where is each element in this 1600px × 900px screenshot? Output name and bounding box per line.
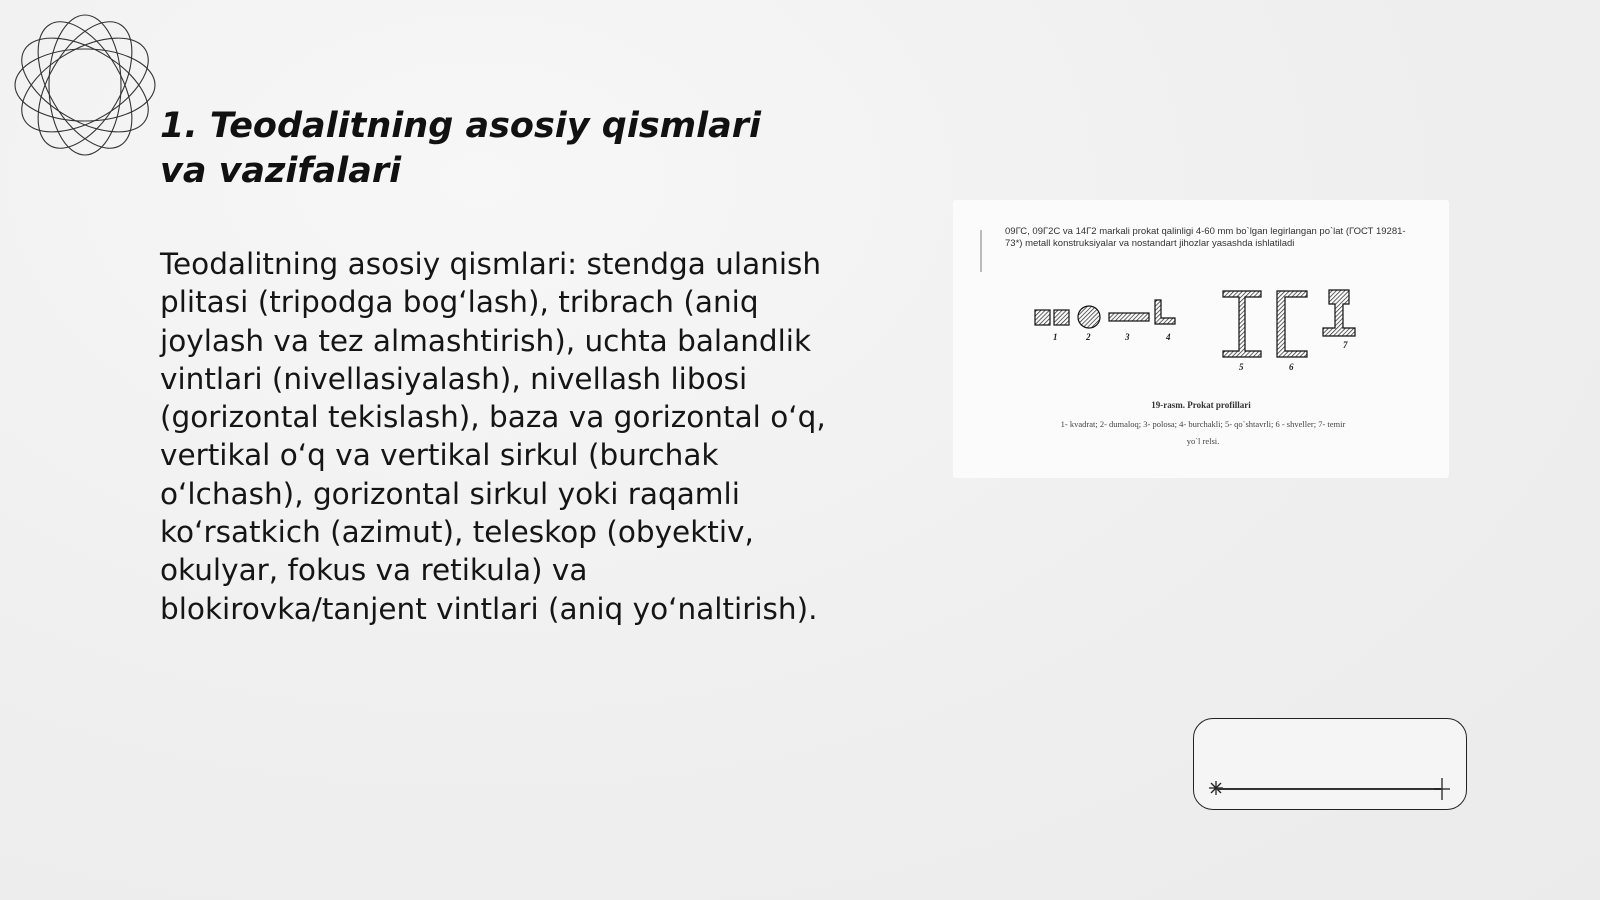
profile-number-1: 1 <box>1053 332 1058 342</box>
figure-title: 19-rasm. Prokat profillari <box>1151 400 1251 410</box>
profile-number-4: 4 <box>1166 332 1171 342</box>
profile-number-7: 7 <box>1343 340 1348 350</box>
crosshair-icon <box>1432 777 1452 801</box>
figure-legend: 1- kvadrat; 2- dumaloq; 3- polosa; 4- burchakli; 5- qo`shtavrli; 6 - shveller; 7- temir yo`l relsi. <box>1060 419 1346 446</box>
prokat-profiles-figure <box>953 200 1449 478</box>
profile-square <box>1035 310 1050 325</box>
profile-channel <box>1277 291 1307 357</box>
profile-i-beam <box>1223 291 1261 357</box>
profile-number-2: 2 <box>1086 332 1091 342</box>
range-line <box>1216 788 1441 790</box>
profile-flat-bar <box>1109 313 1149 321</box>
figure-divider <box>980 230 982 272</box>
range-frame <box>1193 718 1467 810</box>
profile-number-3: 3 <box>1125 332 1130 342</box>
profile-angle <box>1155 300 1175 324</box>
profile-shapes-drawing <box>1033 288 1393 378</box>
profile-round <box>1078 306 1100 328</box>
profile-rail <box>1323 290 1355 336</box>
profile-number-6: 6 <box>1289 362 1294 372</box>
spirograph-ornament-icon <box>10 10 160 160</box>
figure-caption: 09ГС, 09Г2С va 14Г2 markali prokat qalinligi 4-60 mm bo`lgan legirlangan po`lat (ГОСТ 19281-73*) metall konstruksiyalar va nostandart jihozlar yasashda ishlatiladi <box>1005 226 1406 249</box>
profile-number-5: 5 <box>1239 362 1244 372</box>
slide-title: 1. Teodalitning asosiy qismlari va vazifalari <box>160 106 761 191</box>
profile-square <box>1054 310 1069 325</box>
slide-body-text: Teodalitning asosiy qismlari: stendga ulanish plitasi (tripodga bog‘lash), tribrach (aniq joylash va tez almashtirish), uchta balandlik vintlari (nivellasiyalash), nivellash libosi (gorizontal tekislash), baza va gorizontal o‘q, vertikal o‘q va vertikal sirkul (burchak o‘lchash), gorizontal sirkul yoki raqamli ko‘rsatkich (azimut), teleskop (obyektiv, okulyar, fokus va retikula) va blokirovka/tanjent vintlari (aniq yo‘naltirish). <box>160 247 826 626</box>
